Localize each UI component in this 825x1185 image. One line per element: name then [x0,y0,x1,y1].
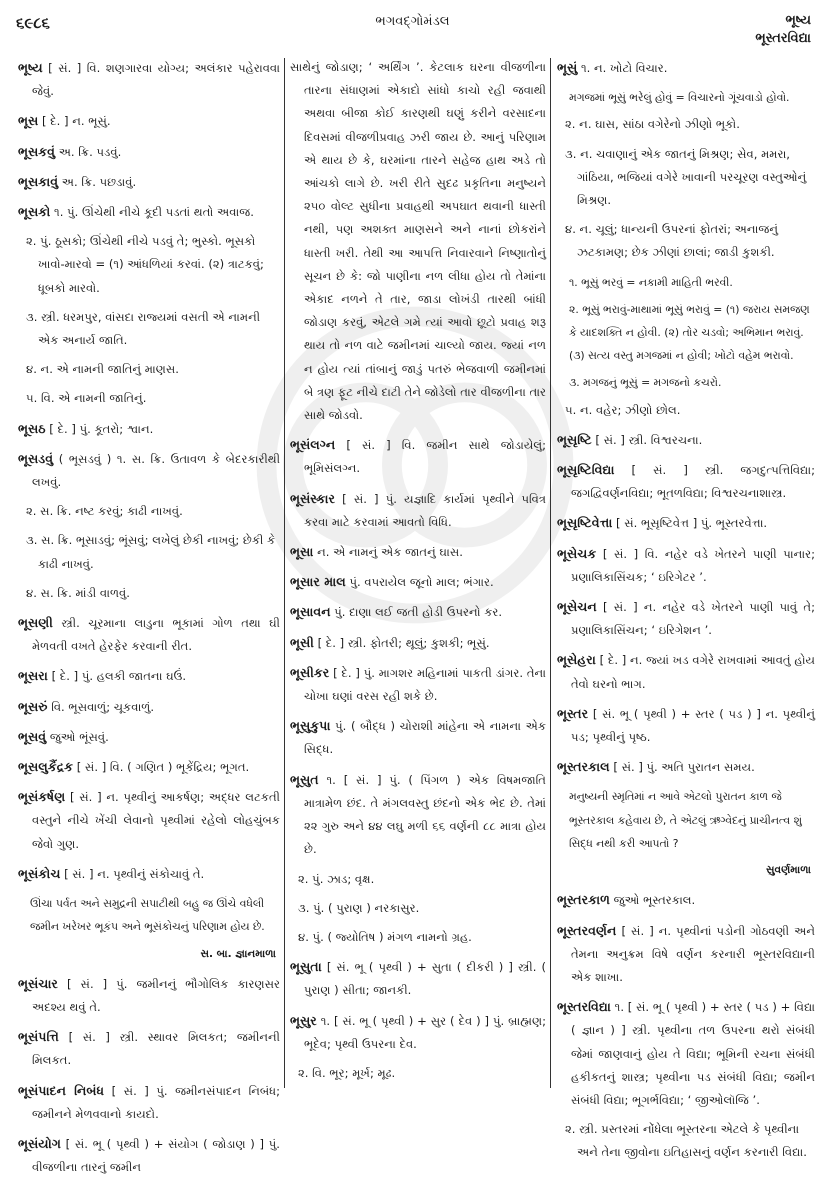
headword: ભૂસંકોચ [18,865,61,881]
sense: ૪. સ. ક્રિ. માંડી વાળવું. [26,585,130,600]
headword: ભૂસંપત્તિ [18,1029,59,1045]
dictionary-entry [557,56,815,80]
dictionary-entry [18,417,280,441]
headword: ભૂસૃષ્ટિવિદ્યા [557,462,615,478]
dictionary-entry [557,755,815,779]
sense: ૨. સ. ક્રિ. નષ્ટ કરવું; કાઢી નાખવું. [26,504,183,519]
definition: [ સં. ] પું. યજ્ઞાદિ કાર્યમાં પૃથ્વીને પવિત્ર કરવા માટે કરવામાં આવતો વિધિ. [304,491,547,529]
definition: પું. દાણા લઈ જતી હોડી ઉપરનો કર. [334,605,503,620]
column-3 [557,56,815,1171]
headword: ભૂસકાવું [18,173,59,189]
dictionary-entry [557,458,815,505]
sense: ૩. ન. ચવાણાનું એક જાતનું મિશ્રણ; સેવ, મમરા, ગાંઠિયા, ભજિયાં વગેરે ખાવાની પરચૂરણ વસ્તુઓનું મિશ્રણ. [565,146,807,208]
headword: ભૂસરા [18,668,48,684]
dictionary-entry [557,648,815,695]
definition: [ સં. ભૂ ( પૃથ્વી ) + સ્તર ( પડ ) ] ન. પૃથ્વીનું પડ; પૃથ્વીનું પૃષ્ઠ. [571,706,815,745]
sense: ૨. સ્ત્રી. પ્રસ્તરમાં નોંધેલા ભૂસ્તરના એટલે કે પૃથ્વીના અને તેના જીવોના ઇતિહાસનું વર્ણન કરનારી વિદ્યા. [565,1122,807,1160]
definition: ૧. [ સં. ભૂ ( પૃથ્વી ) + સ્તર ( પડ ) + વિદ્યા ( જ્ઞાન ) ] સ્ત્રી. પૃથ્વીના તળ ઉપરના થરો સંબંધી જેમાં જાણવાનું હોય તે વિદ્યા; ભૂમિની રચના સંબંધી હકીકતનું શાસ્ત્ર; પૃથ્વીના પડ સંબંધી વિદ્યા; જમીન સંબંધી વિદ્યા; ભૂગર્ભવિદ્યા; ‘ જીઓલૉજિ ’. [571,1000,816,1107]
definition: [ સં. ] વિ. નહેર વડે ખેતરને પાણી પાનાર; પ્રણાલિકાસિંચક; ‘ ઇરિગેટર ’. [571,546,816,584]
dictionary-entry [290,600,546,624]
dictionary-entry [18,785,280,856]
usage-quote: ૧. ભૂસું ભરવું = નકામી માહિતી ભરવી. [569,275,733,289]
dictionary-entry [557,702,815,749]
headword: ભૂસરું [18,698,48,714]
citation-source: સુવર્ણમાળા [766,864,811,877]
headword: ભૂસેચન [557,599,597,615]
dictionary-entry [290,714,546,761]
headword: ભૂસું [557,60,578,75]
definition: [ સં. ] વિ. જમીન સાથે જોડાયેલું; ભૂમિસંલગ્ન. [304,438,547,476]
definition: ( ભૂસડવું ) ૧. સ. ક્રિ. ઉતાવળ કે બેદરકારીથી લખવું. [32,451,281,490]
headword: ભૂસીકર [290,664,330,680]
usage-quote: ૩. મગજનું ભૂસું = મગજનો કચરો. [569,376,722,390]
definition: [ દે. ] ન. ભૂસું. [41,114,111,129]
headword: ભૂસ્તરવર્ણન [557,922,617,938]
headword: ભૂસુર [290,1012,317,1028]
definition: [ દે. ] ન. જ્યાં ખડ વગેરે રાખવામાં આવતું હોય તેવો ઘરનો ભાગ. [571,653,815,691]
definition: ૧. ન. ખોટો વિચાર. [580,61,668,75]
dictionary-entry [557,511,815,535]
sense: ૪. ન. ચૂલું; ધાન્યની ઉપરનાં ફોતરાં; અનાજનું ઝટકામણ; છેક ઝીણાં છાલાં; જાડી કુશકી. [565,222,778,260]
dictionary-entry [290,487,546,534]
headword: ભૂસણી [18,615,53,631]
definition: [ સં. ભૂ ( પૃથ્વી ) + સંયોગ ( જોડાણ ) ] પું. વીજળીના તારનું જમીન [32,1136,280,1175]
sense: ૨. પું. ઠૂસકો; ઊંચેથી નીચે પડવું તે; ભુસ્કો. ભૂસકો ખાવો-મારવો = (૧) આંધળિયાં કરવાં. (૨) ત્રાટકવું; ધૂબકો મારવો. [26,234,264,295]
dictionary-entry [18,664,280,688]
definition: સ્ત્રી. ચૂરમાના લાડુના ભૂકામાં ગોળ તથા ઘી મેળવતી વખતે હેરફેર કરવાની રીત. [32,616,281,654]
dictionary-entry [290,661,546,708]
usage-quote: મનુષ્યની સ્મૃતિમાં ન આવે એટલો પુરાતન કાળ જે ભૂસ્તરકાલ કહેવાય છે, તે એટલું ઋગ્વેદનું પ્રાચીનત્વ શું સિદ્ધ નથી કરી આપતો ? [569,790,802,850]
usage-quote: મગજમાં ભૂસું ભરેલું હોવું = વિચારનો ગૂંચવાડો હોવો. [569,91,790,105]
headword: ભૂસંલગ્ન [290,437,336,453]
definition: પું. વપરાયેલ જૂનો માલ; ભંગાર. [349,575,494,590]
dictionary-entry [18,755,280,779]
citation-source: સ. બા. જ્ઞાનમાળા [200,947,276,960]
definition: [ સં. ] પું. જમીનસંપાદન નિબંધ; જમીનને મેળવવાનો કાયદો. [32,1083,281,1121]
sense: ૨. પું. ઝાડ; વૃક્ષ. [298,871,375,886]
sense: ૩. સ. ક્રિ. ભૂસાડવું; ભૂંસવું; લખેલું છેકી નાખવું; છેકી કે કાઢી નાખવું. [26,533,276,571]
definition: [ સં. ] વિ. શણગારવા યોગ્ય; અલંકાર પહેરાવવા જેવું. [32,61,280,99]
dictionary-entry [557,595,815,642]
continued-text: સાથેનું જોડાણ; ‘ અર્થિંગ ’. કેટલાક ઘરના વીજળીના તારના સંધાણમાં એકાદો સાંધો કાચો રહી જવાથી અથવા બીજા કોઈ કારણથી ઘણું કરીને વરસાદના દિવસમાં વીજળીપ્રવાહ ઝરી જાય છે. આનું પરિણામ એ થાય છે કે, ઘરમાંના તારને સહેજ હાથ અડે તો આંચકો લાગે છે. ખરી રીતે સુદઢ પ્રકૃતિના મનુષ્યને ૨૫૦ વોલ્ટ સુધીના પ્રવાહથી અપઘાત થવાની ધાસ્તી નથી, પણ અશક્ત માણસને અને નાનાં છોકરાંને ધાસ્તી ખરી. તેથી આ આપત્તિ નિવારવાને નિષ્ણાતોનું સૂચન છે કે: જો પાણીના નળ લીધા હોય તો તેમાંના એકાદ નળને તે તાર, જાડા લોખંડી તારથી બાંધી જોડાણ કરવું, એટલે ગમે ત્યાં આવો છૂટો પ્રવાહ શરૂ થાય તો નળ વાટે જમીનમાં ચાલ્યો જાય. જ્યાં નળ ન હોય ત્યાં તાંબાનું જાડું પતરું ભેજવાળી જમીનમાં બે ત્રણ ફૂટ નીચે દાટી તેને જોડેલો તાર વીજળીના તાર સાથે જોડવો. [290,60,546,423]
sense: ૫. વિ. એ નામની જાતિનું. [26,391,147,406]
headword: ભૂસેહરા [557,652,596,668]
headword: ભૂસા [290,544,314,560]
sense: ૪. ન. એ નામની જાતિનું માણસ. [26,362,179,377]
definition: [ દે. ] પું. હલકી જાતના ઘઉં. [51,669,187,684]
sense: ૩. પું. ( પુરાણ ) નરકાસુર. [298,900,420,915]
dictionary-entry [557,995,815,1112]
dictionary-entry [18,1079,280,1126]
headword: ભૂસકવું [18,143,56,159]
column-2 [290,56,546,1091]
column-divider [284,58,285,1088]
headword: ભૂષ્ય [18,60,43,75]
dictionary-entry [18,611,280,658]
headword: ભૂસડવું [18,450,54,466]
dictionary-entry [18,447,280,494]
definition: [ સં. ] વિ. ( ગણિત ) ભૂકેંદ્રિય; ભૂગત. [76,760,250,775]
dictionary-entry [290,570,546,594]
definition: વિ. ભૂસવાળું; ચૂકવાળું. [51,699,155,714]
dictionary-entry [18,56,280,103]
headword: ભૂસુતા [290,959,322,975]
dictionary-entry [290,433,546,480]
dictionary-entry [18,109,280,133]
sense: ૨. ન. ઘાસ, સાંઠા વગેરેનો ઝીણો ભૂકો. [565,117,740,132]
usage-quote: ૨. ભૂસું ભરાવું-માથામાં ભૂસું ભરાવું = (૧) જરાય સમજણ કે યાદશક્તિ ન હોવી. (૨) તોર ચડવો; અભિમાન ભરાવું. (૩) સત્ય વસ્તુ મગજમાં ન હોવી; ખોટો વહેમ ભરાવો. [569,302,810,363]
column-divider [550,58,551,1088]
headword: ભૂસંસ્કાર [290,490,335,506]
definition: ૧. [ સં. ભૂ ( પૃથ્વી ) + સુર ( દેવ ) ] પું. બ્રાહ્મણ; ભૂદેવ; પૃથ્વી ઉપરના દેવ. [304,1013,547,1051]
definition: [ સં. ] ન. પૃથ્વીનું સંકોચાવું તે. [64,866,205,881]
usage-quote: ઊંચા પર્વત અને સમુદ્રની સપાટીથી બહુ જ ઊંચે વધેલી જમીન ખરેખર ભૂકંપ અને ભૂસંકોચનું પરિણામ હોય છે. [30,897,265,934]
dictionary-entry [18,200,280,224]
dictionary-entry [290,768,546,862]
sense: ૩. સ્ત્રી. ધરમપુર, વાંસદા રાજ્યમાં વસતી એ નામની એક અનાર્ય જાતિ. [26,309,261,348]
headword: ભૂસલુકૈંદ્રક [18,759,74,775]
dictionary-entry [290,1009,546,1056]
guide-word-first: ભૂષ્ય [785,13,811,28]
definition: [ દે. ] પું. કૂતરો; શ્વાન. [49,421,154,436]
sense: ૪. પું. ( જ્યોતિષ ) મંગળ નામનો ગ્રહ. [298,929,472,944]
definition: [ સં. ] ન. પૃથ્વીનાં પડોની ગોઠવણી અને તેમના અનુક્રમ વિષે વર્ણન કરનારી ભૂસ્તરવિદ્યાની એક શાખા. [571,923,816,984]
headword: ભૂસ્તર [557,705,589,721]
definition: [ સં. ભૂ ( પૃથ્વી ) + સુતા ( દીકરી ) ] સ્ત્રી. ( પુરાણ ) સીતા; જાનકી. [304,960,546,998]
definition: [ સં. ] ન. નહેર વડે ખેતરને પાણી પાવું તે; પ્રણાલિકાસિંચન; ‘ ઇરિગેશન ’. [571,600,815,638]
dictionary-entry [290,631,546,655]
headword: ભૂસાર માલ [290,574,346,590]
headword: ભૂસુત [290,771,319,787]
guide-words [755,12,811,48]
definition: [ સં. ] સ્ત્રી. સ્થાવર મિલકત; જમીનની મિલકત. [32,1030,280,1068]
dictionary-entry [18,1132,280,1179]
dictionary-entry [18,140,280,164]
column-1 [18,56,280,1185]
dictionary-entry [557,542,815,589]
definition: પું. ( બૌદ્ધ ) ચોરાશી માંહેના એ નામના એક સિદ્ધ. [304,719,547,757]
definition: જુઓ ભૂંસવું. [49,729,109,744]
definition: [ સં. ભૂસૃષ્ટિવેત્ત ] પું. ભૂસ્તરવેત્તા. [615,516,768,531]
page-header [0,0,825,52]
headword: ભૂસ્તરકાળ [557,892,610,908]
headword: ભૂસાવન [290,604,331,620]
definition: જુઓ ભૂસ્તરકાલ. [613,893,696,908]
headword: ભૂસ [18,113,39,129]
headword: ભૂસ્તરવિદ્યા [557,999,611,1015]
headword: ભૂસંપાદન નિબંધ [18,1082,105,1098]
definition: [ સં. ] ન. પૃથ્વીનું આકર્ષણ; અદ્ધર લટકતી વસ્તુને નીચે ખેંચી લેવાનો પૃથ્વીમાં રહેલો લોહચુંબક જેવો ગુણ. [32,790,280,851]
headword: ભૂસુકુપા [290,718,331,734]
headword: ભૂસંકર્ષણ [18,789,66,805]
dictionary-entry [18,862,280,886]
definition: ન. એ નામનું એક જાતનું ઘાસ. [317,545,463,560]
headword: ભૂસૃષ્ટિ [557,431,592,447]
definition: [ દે. ] પું. માગશર મહિનામાં પાકતી ડાંગર. તેના ચોખા ઘણાં વરસ રહી શકે છે. [304,665,546,704]
definition: [ સં. ] સ્ત્રી. વિશ્વરચના. [595,432,703,447]
page-number: ૬૯૮૬ [16,14,50,32]
dictionary-entry [18,725,280,749]
headword: ભૂસંચાર [18,975,58,991]
headword: ભૂસૃષ્ટિવેત્તા [557,515,613,531]
dictionary-entry [557,919,815,990]
headword: ભૂસેચક [557,545,597,561]
book-title: ભગવદ્ગોમંડલ [375,14,450,29]
definition: અ. ક્રિ. પડવું. [58,144,122,159]
definition: [ સં. ] પું. જમીનનું ભૌગોલિક કારણસર અદશ્ય થવું તે. [32,976,281,1014]
headword: ભૂસંયોગ [18,1135,61,1151]
definition: અ. ક્રિ. પછડાવું. [61,174,137,189]
definition: ૧. પું. ઊંચેથી નીચે કૂદી પડતાં થતો અવાજ. [54,205,254,220]
dictionary-entry [18,972,280,1019]
dictionary-entry [18,170,280,194]
headword: ભૂસઠ [18,420,46,436]
guide-word-last: ભૂસ્તરવિદ્યા [755,31,811,46]
headword: ભૂસકો [18,204,51,220]
definition: [ દે. ] સ્ત્રી. ફોતરી; થૂલું; કુશકી; ભૂસું. [317,635,490,650]
sense: ૫. ન. વહેર; ઝીણો છોલ. [565,402,681,417]
sense: ૨. વિ. ભૂર; મૂર્ખ; મૂઢ. [298,1065,396,1080]
dictionary-entry [18,695,280,719]
dictionary-entry [290,540,546,564]
dictionary-entry [557,888,815,912]
dictionary-entry [290,955,546,1002]
definition: [ સં. ] પું. અતિ પુરાતન સમય. [613,760,755,775]
dictionary-entry [18,1025,280,1072]
headword: ભૂસી [290,634,314,650]
headword: ભૂસ્તરકાલ [557,759,610,775]
headword: ભૂસવું [18,728,47,744]
dictionary-entry [557,428,815,452]
definition: [ સં. ] સ્ત્રી. જગદુત્પત્તિવિદ્યા; જગદ્વિવર્ણનવિદ્યા; ભૂતળવિદ્યા; વિશ્વરચનાશાસ્ત્ર. [571,463,816,501]
definition: ૧. [ સં. ] પું. ( પિંગળ ) એક વિષમજાતિ માત્રામેળ છંદ. તે મંગલવસ્તુ છંદનો એક ભેદ છે. તેમાં ૨૨ ગુરુ અને ૪૪ લઘુ મળી ૬૬ વર્ણની ૮૮ માત્રા હોય છે. [304,772,546,857]
